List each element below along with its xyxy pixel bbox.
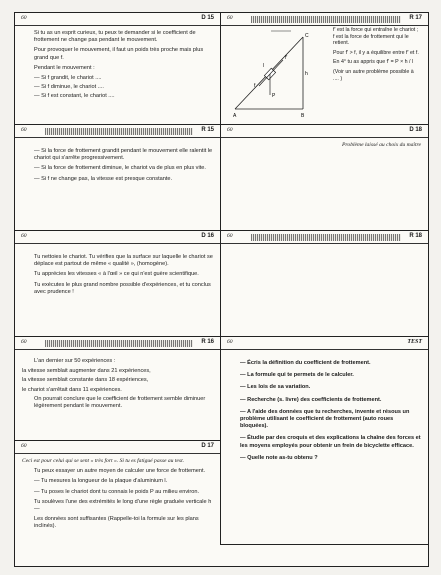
card-header	[15, 337, 220, 350]
list-item: la vitesse semblait constante dans 18 expériences,	[22, 377, 149, 384]
paragraph: Tu nettoies le chariot. Tu vérifies que la surface sur laquelle le chariot se déplace est partout de même « qualité », (homogène).	[34, 254, 213, 268]
card-number: 60	[21, 443, 27, 450]
force-vector	[270, 60, 283, 74]
paragraph: Tu exécutes le plus grand nombre possible d'expériences, et tu conclus avec prudence !	[34, 281, 211, 295]
card-d15	[15, 13, 221, 125]
list-item: la vitesse semblait augmenter dans 21 expériences,	[22, 368, 151, 375]
paragraph: Si tu as un esprit curieux, tu peux te demander si le coefficient de frottement ne change pas pendant le mouvement.	[34, 30, 196, 44]
paragraph: — Tu poses le chariot dont tu connais le poids P au milieu environ.	[34, 488, 200, 495]
card-r16	[15, 337, 221, 441]
hatch-band	[45, 128, 194, 135]
paragraph: Pour f' > f, il y a équilibre entre f' et f.	[333, 49, 419, 56]
card-header	[221, 231, 428, 244]
list-item: — Quelle note as-tu obtenu ?	[240, 454, 318, 461]
card-header	[15, 13, 220, 26]
card-header	[15, 441, 220, 454]
list-item: — Si f est constant, le chariot ....	[34, 93, 115, 100]
hatch-band	[251, 16, 402, 23]
label-p: P	[272, 93, 276, 99]
card-number: 60	[21, 233, 27, 240]
paragraph: En 4° tu as appris que f' = P × h / l	[333, 59, 414, 66]
inclined-plane-diagram	[231, 29, 331, 121]
list-item: le chariot s'arrêtait dans 11 expériences.	[22, 386, 122, 393]
paragraph: L'an dernier sur 50 expériences :	[34, 358, 116, 364]
result-list	[22, 368, 213, 394]
paragraph: (Voir un autre problème possible à .... )	[333, 68, 414, 82]
card-code: D 15	[201, 15, 214, 22]
label-f: f	[254, 83, 256, 89]
test-list	[228, 360, 421, 462]
paragraph: Tu apprécies les vitesses « à l'œil » ce qui n'est guère scientifique.	[34, 271, 199, 278]
list-item: — Si f diminue, le chariot ....	[34, 84, 104, 91]
card-number: 60	[227, 233, 233, 240]
paragraph: Tu peux essayer un autre moyen de calculer une force de frottement.	[34, 468, 206, 475]
hatch-band	[45, 340, 194, 347]
label-b: B	[301, 113, 305, 119]
paragraph: — Tu mesures la longueur de la plaque d'aluminium l.	[34, 478, 168, 485]
card-code: D 17	[201, 443, 214, 450]
card-number: 60	[227, 15, 233, 22]
card-code: D 16	[201, 233, 214, 240]
card-number: 60	[21, 127, 27, 134]
list-item: — Étudie par des croquis et des explications la chaîne des forces et les moyens employés pour obtenir un frein de bicyclette efficace.	[240, 435, 421, 449]
label-l: l	[263, 63, 265, 69]
paragraph: Pour provoquer le mouvement, il faut un poids très proche mais plus grand que f.	[34, 47, 204, 61]
paragraph: f' est la force qui entraîne le chariot ; f est la force de frottement qui le retient.	[333, 27, 419, 47]
card-code: R 17	[409, 15, 422, 22]
paragraph: On pourrait conclure que le coefficient de frottement semble diminuer légèrement pendant le mouvement.	[34, 395, 206, 410]
hatch-band	[251, 234, 402, 241]
card-number: 60	[21, 339, 27, 346]
card-r17	[221, 13, 428, 125]
paragraph: Tu soulèves l'une des extrémités le long d'une règle graduée verticale h —	[34, 498, 212, 513]
list-item: — Recherche (s. livre) des coefficients de frottement.	[240, 396, 382, 403]
card-header	[221, 337, 428, 350]
list-item: — Écris la définition du coefficient de frottement.	[240, 360, 371, 366]
card-d18	[221, 125, 428, 231]
card-number: 60	[227, 127, 233, 134]
card-code: R 16	[201, 339, 214, 346]
card-grid	[14, 12, 429, 567]
question-list	[22, 75, 213, 101]
card-d16	[15, 231, 221, 337]
paragraph: Les données sont suffisantes (Rappelle-toi la formule sur les plans inclinés).	[34, 516, 199, 530]
paragraph: — Si la force de frottement grandit pendant le mouvement elle ralentit le chariot qui s'arrête progressivement.	[34, 148, 213, 162]
card-code: TEST	[407, 339, 422, 346]
list-item: — Les lois de sa variation.	[240, 384, 311, 391]
label-a: A	[233, 113, 237, 119]
card-number: 60	[21, 15, 27, 22]
paragraph: — Si la force de frottement diminue, le chariot va de plus en plus vite.	[34, 165, 206, 172]
paragraph: Problème laissé au choix du maître	[342, 142, 421, 148]
card-header	[15, 231, 220, 244]
card-r18	[221, 231, 428, 337]
paragraph: Pendant le mouvement :	[34, 64, 95, 71]
list-item: — La formule qui te permets de le calculer.	[240, 372, 354, 379]
card-number: 60	[227, 339, 233, 346]
label-c: C	[305, 33, 309, 39]
card-d17	[15, 441, 221, 545]
card-header	[221, 125, 428, 138]
label-fp: f'	[285, 55, 288, 61]
paragraph: Ceci est pour celui qui se sent « très fort ». Si tu es fatigué passe au test.	[22, 458, 185, 464]
card-header	[15, 125, 220, 138]
card-header	[221, 13, 428, 26]
list-item: — A l'aide des données que tu recherches, invente et résous un problème utilisant le coefficient de frottement (auto roues bloquées).	[240, 408, 410, 430]
card-code: R 15	[201, 127, 214, 134]
card-code: D 18	[409, 127, 422, 134]
paragraph: — Si f ne change pas, la vitesse est presque constante.	[34, 175, 173, 182]
list-item: — Si f grandit, le chariot ....	[34, 75, 102, 82]
card-test	[221, 337, 428, 545]
r17-text	[333, 27, 421, 85]
card-r15	[15, 125, 221, 231]
card-code: R 18	[409, 233, 422, 240]
label-h: h	[305, 71, 308, 77]
